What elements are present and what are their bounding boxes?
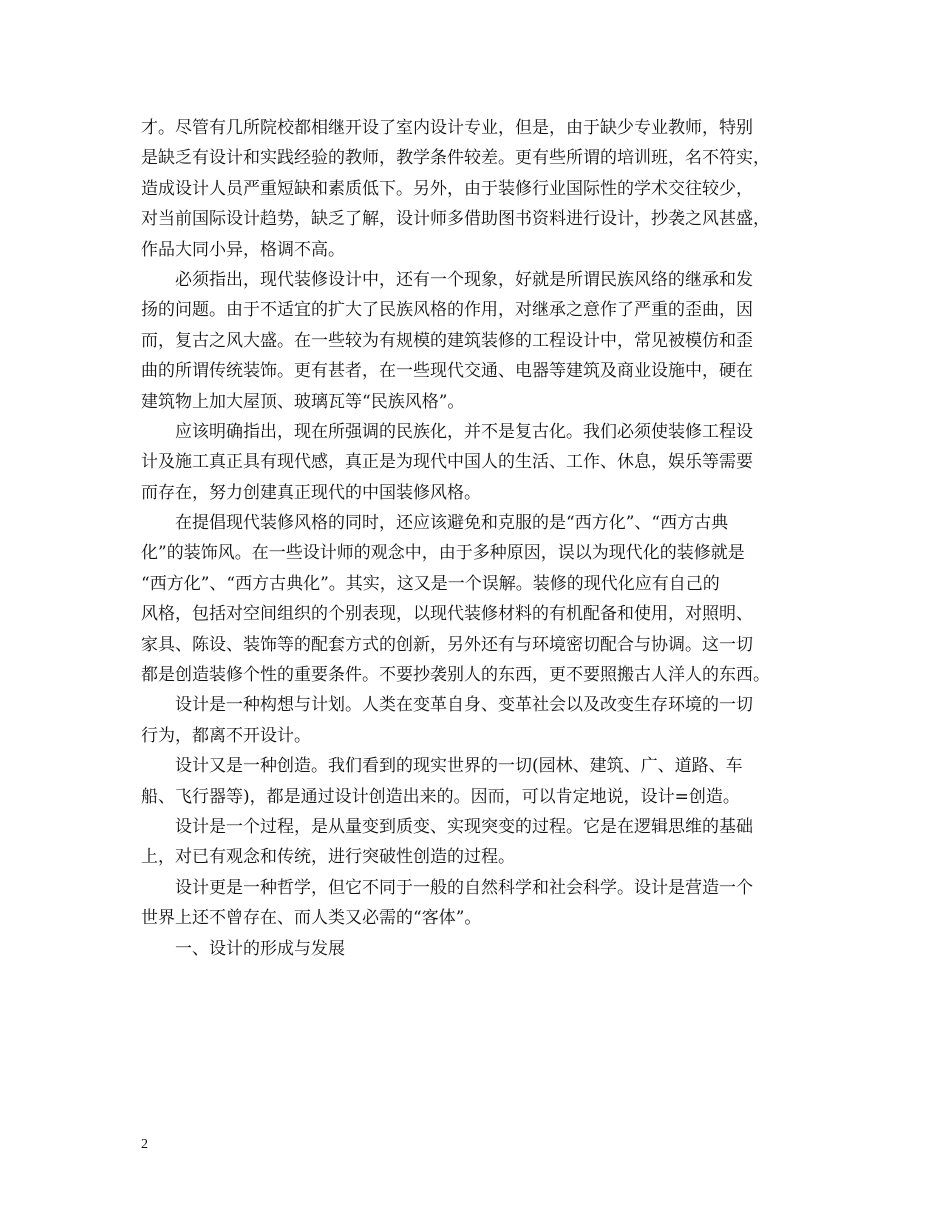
text-line: 而，复古之风大盛。在一些较为有规模的建筑装修的工程设计中，常见被模仿和歪 <box>141 330 753 351</box>
text-line: 扬的问题。由于不适宜的扩大了民族风格的作用，对继承之意作了严重的歪曲，因 <box>141 300 753 321</box>
text-line: 风格，包括对空间组织的个别表现，以现代装修材料的有机配备和使用，对照明、 <box>141 604 753 625</box>
text-line: 建筑物上加大屋顶、玻璃瓦等“民族风格”。 <box>141 391 465 412</box>
text-line: 计及施工真正具有现代感，真正是为现代中国人的生活、工作、休息，娱乐等需要 <box>141 452 753 473</box>
body-text <box>141 113 816 964</box>
text-line: 行为，都离不开设计。 <box>141 725 311 746</box>
text-line: 在提倡现代装修风格的同时，还应该避免和克服的是“西方化”、“西方古典 <box>175 513 729 534</box>
text-line: 船、飞行器等)，都是通过设计创造出来的。因而，可以肯定地说，设计=创造。 <box>141 786 740 807</box>
text-line: 才。尽管有几所院校都相继开设了室内设计专业，但是，由于缺少专业教师，特别 <box>141 118 753 138</box>
text-line: 必须指出，现代装修设计中，还有一个现象，好就是所谓民族风络的继承和发 <box>175 269 753 290</box>
text-line: 世界上还不曾存在、而人类又必需的“客体”。 <box>141 908 482 929</box>
text-line: 设计更是一种哲学，但它不同于一般的自然科学和社会科学。设计是营造一个 <box>175 877 753 898</box>
text-line: 曲的所谓传统装饰。更有甚者，在一些现代交通、电器等建筑及商业设施中，硬在 <box>141 361 753 382</box>
text-line: 作品大同小异，格调不高。 <box>141 239 345 260</box>
text-line: 造成设计人员严重短缺和素质低下。另外，由于装修行业国际性的学术交往较少， <box>141 178 753 199</box>
text-line: 是缺乏有设计和实践经验的教师，教学条件较差。更有些所谓的培训班，名不符实， <box>141 148 770 169</box>
text-line: 而存在，努力创建真正现代的中国装修风格。 <box>141 482 481 503</box>
text-line: 都是创造装修个性的重要条件。不要抄袭别人的东西，更不要照搬古人洋人的东西。 <box>141 665 770 686</box>
text-line: 对当前国际设计趋势，缺乏了解，设计师多借助图书资料进行设计，抄袭之风甚盛， <box>141 209 770 230</box>
text-line: 设计是一个过程，是从量变到质变、实现突变的过程。它是在逻辑思维的基础 <box>175 816 753 837</box>
text-line: 应该明确指出，现在所强调的民族化，并不是复古化。我们必须使装修工程设 <box>175 421 753 442</box>
text-line: 设计又是一种创造。我们看到的现实世界的一切(园林、建筑、广、道路、车 <box>175 756 743 777</box>
text-line: 设计是一种构想与计划。人类在变革自身、变革社会以及改变生存环境的一切 <box>175 695 753 716</box>
text-line: “西方化”、“西方古典化”。其实，这又是一个误解。装修的现代化应有自己的 <box>141 573 720 594</box>
text-line: 家具、陈设、装饰等的配套方式的创新，另外还有与环境密切配合与协调。这一切 <box>141 634 753 655</box>
text-line: 化”的装饰风。在一些设计师的观念中，由于多种原因，误以为现代化的装修就是 <box>141 543 745 564</box>
page-number: 2 <box>141 1137 148 1152</box>
text-line: 上，对已有观念和传统，进行突破性创造的过程。 <box>141 847 515 868</box>
text-line: 一、设计的形成与发展 <box>175 938 345 959</box>
